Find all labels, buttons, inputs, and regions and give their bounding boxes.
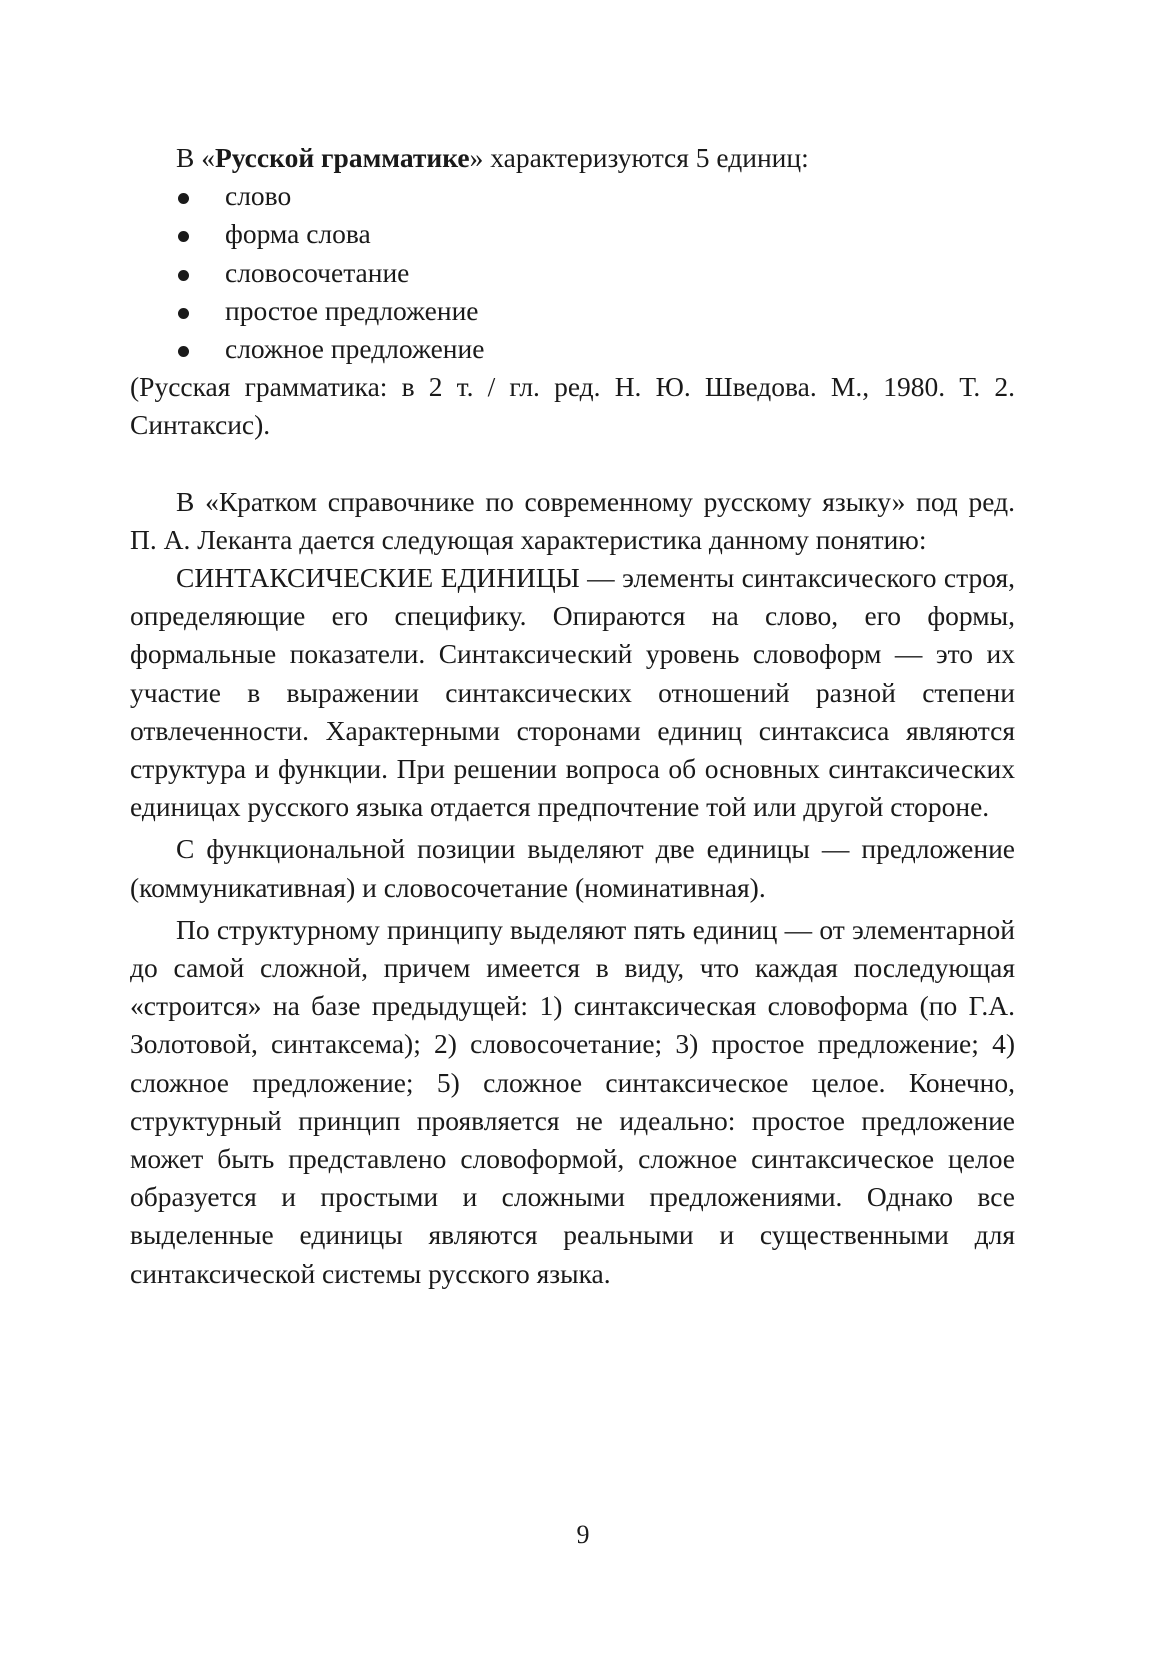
paragraph-definition: СИНТАКСИЧЕСКИЕ ЕДИНИЦЫ — элементы синтаксического строя, определяющие его специфику. Опираются на слово, его формы, формальные показатели. Синтаксический уровень словоформ — это их участие в выражении синтаксических отношений разной степени отвлеченности. Характерными сторонами единиц синтаксиса являются структура и функции. При решении вопроса об основных синтаксических единицах русского языка отдается предпочтение той или другой стороне. [130,562,1015,823]
bullet-icon [178,308,189,319]
bullet-icon [178,231,189,242]
intro-bold-title: Русской грамматике [214,142,470,173]
bullet-icon [178,193,189,204]
list-item [130,330,1015,368]
page-number: 9 [576,1520,590,1549]
intro-suffix: » характеризуются 5 единиц: [469,142,809,173]
paragraph-structural: По структурному принципу выделяют пять единиц — от элементарной до самой сложной, причем имеется в виду, что каждая последующая «строится» на базе предыдущей: 1) синтаксическая словоформа (по Г.А. Золотовой, синтаксема); 2) словосочетание; 3) простое предложение; 4) сложное предложение; 5) сложное синтаксическое целое. Конечно, структурный принцип проявляется не идеально: простое предложение может быть представлено словоформой, сложное синтаксическое целое образуется и простыми и сложными предложениями. Однако все выделенные единицы являются реальными и существенными для синтаксической системы русского языка. [130,913,1015,1289]
citation: (Русская грамматика: в 2 т. / гл. ред. Н. Ю. Шведова. М., 1980. Т. 2. Синтаксис). [130,371,1015,441]
units-list [130,177,1015,368]
list-item [130,254,1015,292]
section-gap [130,445,1015,483]
list-item-label: слово [225,180,292,212]
list-item-label: словосочетание [225,256,410,288]
paragraph-functional: С функциональной позиции выделяют две единицы — предложение (коммуникативная) и словосочетание (номинативная). [130,833,1015,903]
list-item [130,177,1015,215]
list-item-label: сложное предложение [225,333,485,365]
list-item [130,215,1015,253]
bullet-icon [178,270,189,281]
intro-prefix: В « [176,142,215,173]
paragraph-reference: В «Кратком справочнике по современному русскому языку» под ред. П. А. Леканта дается следующая характеристика данному понятию: [130,485,1015,555]
list-item [130,292,1015,330]
list-item-label: форма слова [225,218,371,250]
intro-paragraph [130,139,1015,177]
bullet-icon [178,346,189,357]
page-body [130,139,1015,1293]
list-item-label: простое предложение [225,294,479,326]
